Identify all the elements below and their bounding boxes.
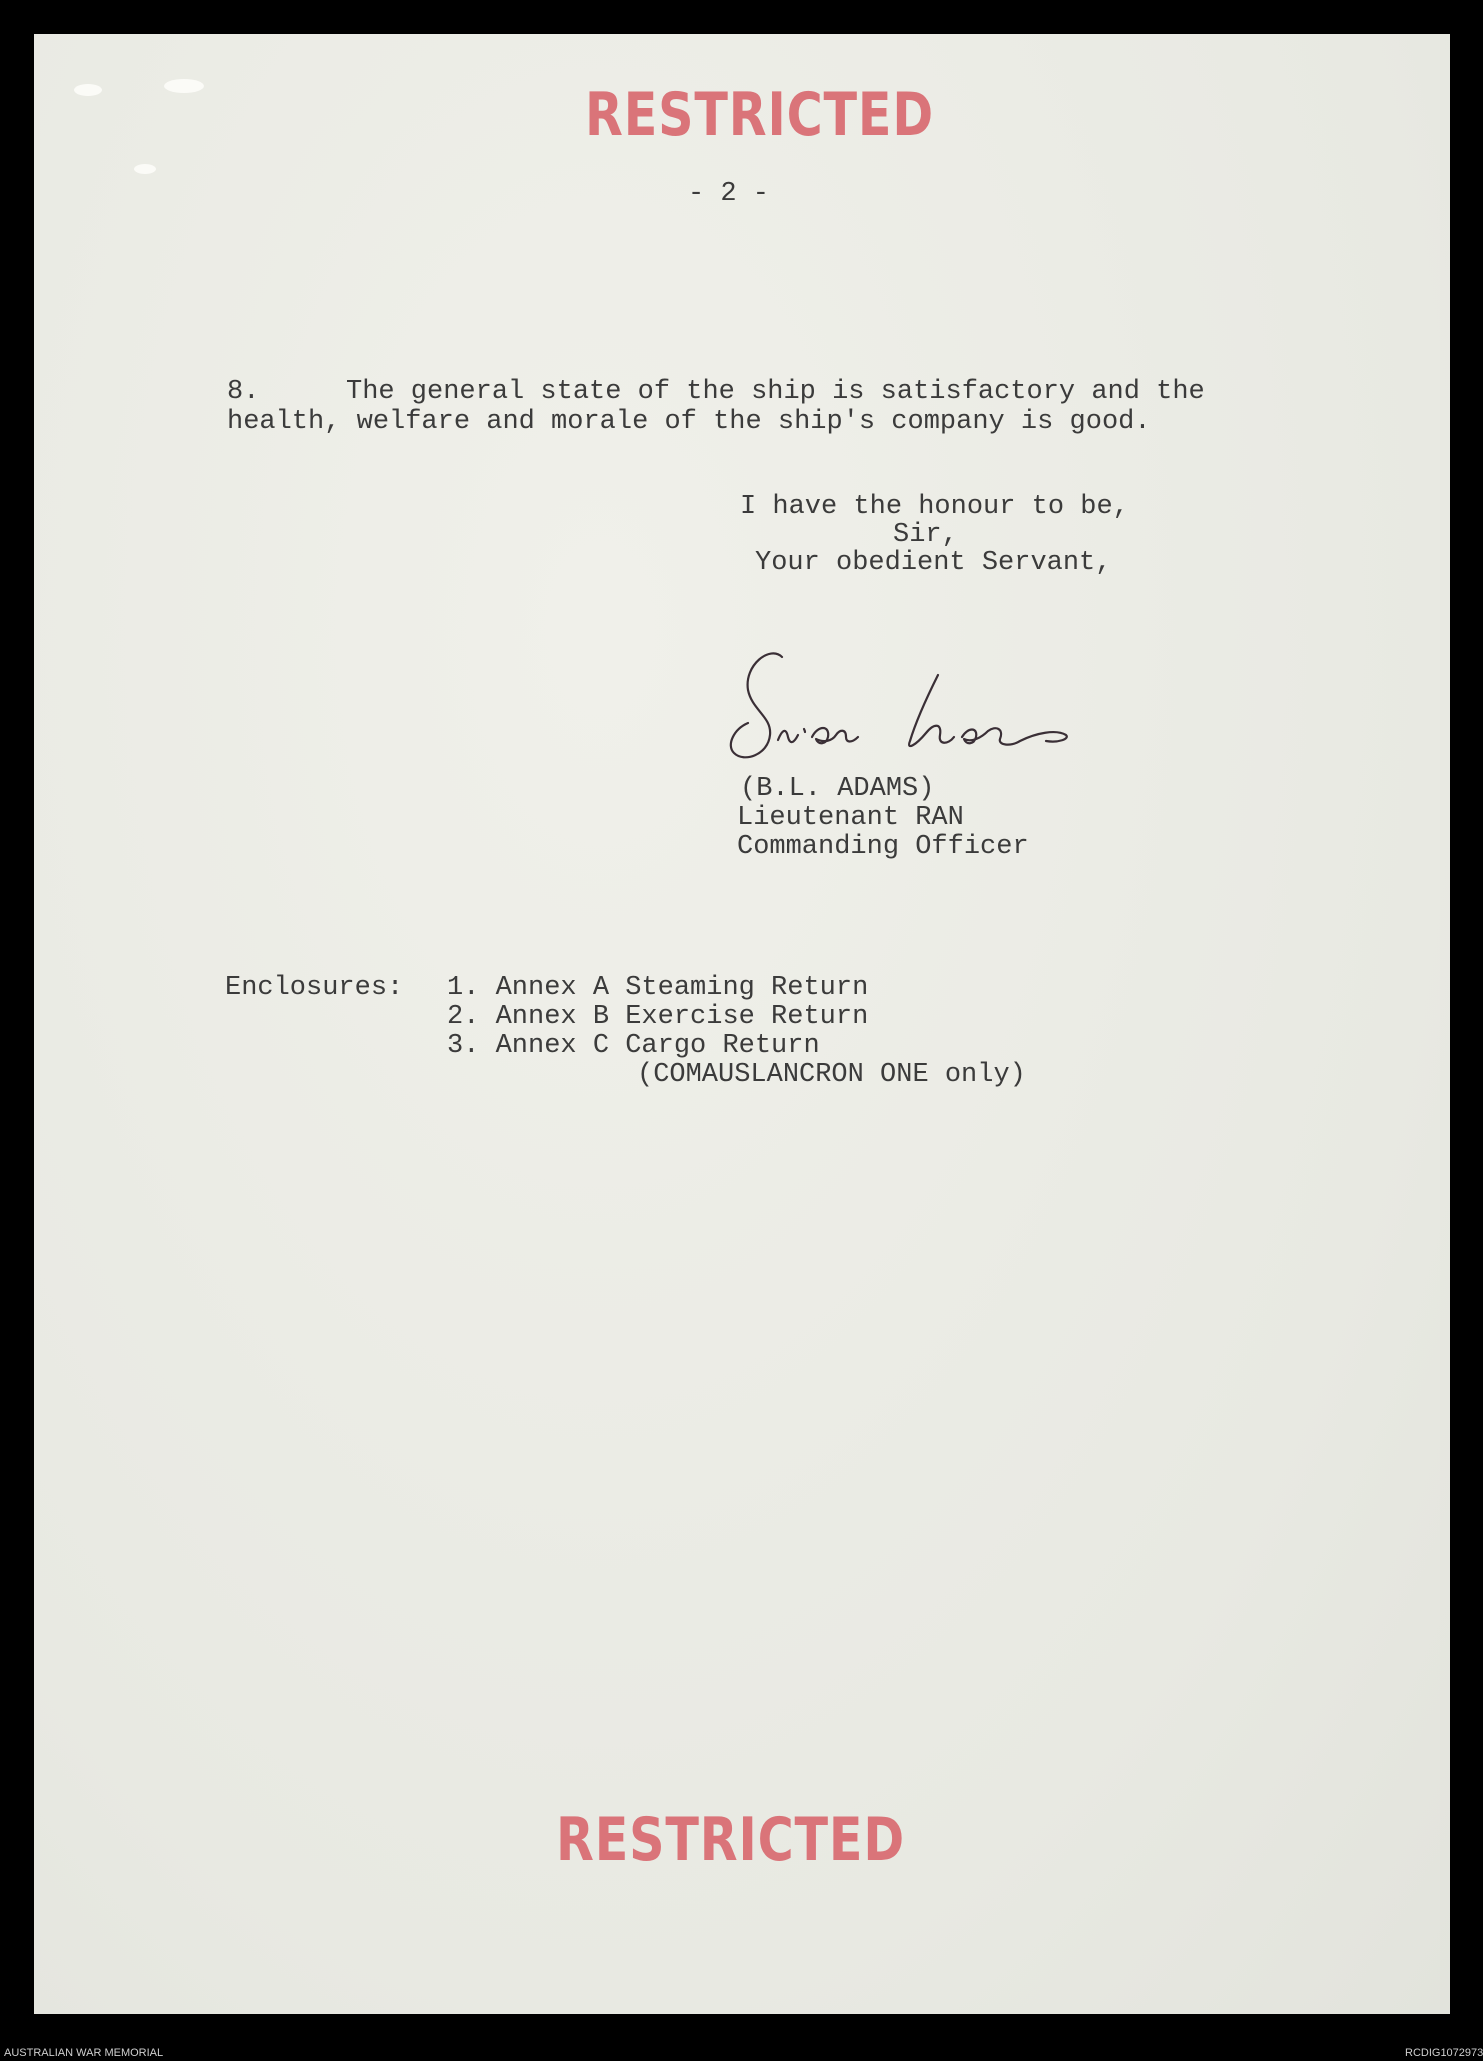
enclosure-note: (COMAUSLANCRON ONE only) — [637, 1060, 1026, 1090]
paper-blemish — [74, 84, 102, 96]
enclosure-item: 3. Annex C Cargo Return — [447, 1031, 820, 1061]
paper-blemish — [134, 164, 156, 174]
closing-line-1: I have the honour to be, — [740, 492, 1129, 522]
footer-source: AUSTRALIAN WAR MEMORIAL — [4, 2047, 164, 2059]
signatory-role: Commanding Officer — [737, 832, 1029, 862]
signatory-rank: Lieutenant RAN — [737, 803, 964, 833]
paragraph-number: 8. — [227, 377, 260, 407]
closing-line-3: Your obedient Servant, — [755, 548, 1112, 578]
enclosure-item: 2. Annex B Exercise Return — [447, 1002, 869, 1032]
handwritten-signature — [720, 645, 1120, 775]
footer-record-id: RCDIG1072973 — [1405, 2047, 1483, 2059]
page-number: - 2 - — [688, 179, 770, 209]
paragraph-line-1: The general state of the ship is satisfactory and the — [346, 377, 1205, 407]
paragraph-line-2: health, welfare and morale of the ship's company is good. — [227, 407, 1151, 437]
restricted-stamp-top: RESTRICTED — [585, 80, 934, 150]
paper-blemish — [164, 79, 204, 93]
signatory-name: (B.L. ADAMS) — [740, 774, 935, 804]
restricted-stamp-bottom: RESTRICTED — [556, 1805, 905, 1875]
enclosures-label: Enclosures: — [225, 973, 404, 1003]
closing-line-2: Sir, — [893, 520, 958, 550]
enclosure-item: 1. Annex A Steaming Return — [447, 973, 869, 1003]
